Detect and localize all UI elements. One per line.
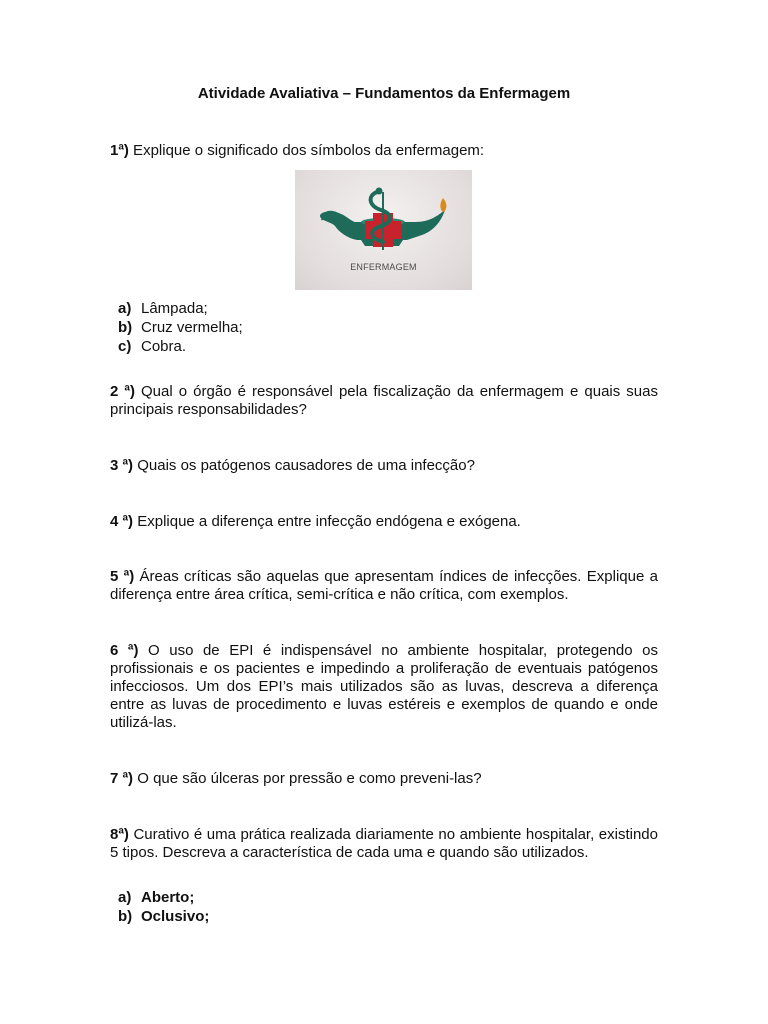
question-6-text: O uso de EPI é indispensável no ambiente hospitalar, protegendo os profissionais e os pacientes e impedindo a proliferação de eventuais patógenos infecciosos. Um dos EPI’s mais utilizados são as luvas, descreva a diferença entre as luvas de procedimento e luvas estéreis e exemplos de quando e onde utilizá-las. — [110, 642, 658, 731]
question-7 — [110, 770, 658, 788]
question-6-number: 6 ª) — [110, 642, 139, 659]
question-8 — [110, 826, 658, 862]
question-1-text: Explique o significado dos símbolos da enfermagem: — [128, 142, 485, 159]
question-1-number: 1ª) — [110, 142, 129, 159]
question-5-number: 5 ª) — [110, 568, 135, 585]
question-6 — [110, 642, 658, 732]
question-3 — [110, 457, 658, 475]
question-7-number: 7 ª) — [110, 770, 134, 787]
image-caption: ENFERMAGEM — [350, 262, 417, 272]
question-1 — [110, 142, 658, 160]
question-2-text: Qual o órgão é responsável pela fiscalização da enfermagem e quais suas principais responsabilidades? — [110, 383, 658, 418]
list-item: c) Cobra. — [118, 338, 187, 355]
question-7-text: O que são úlceras por pressão e como preveni-las? — [133, 770, 482, 787]
list-item: a) Lâmpada; — [118, 300, 208, 317]
nursing-symbol-image — [295, 170, 472, 290]
question-8-number: 8ª) — [110, 826, 129, 843]
question-4-text: Explique a diferença entre infecção endógena e exógena. — [133, 513, 521, 530]
question-4-number: 4 ª) — [110, 513, 134, 530]
document-title: Atividade Avaliativa – Fundamentos da Enfermagem — [197, 85, 571, 102]
question-8-options — [118, 889, 658, 927]
question-3-number: 3 ª) — [110, 457, 134, 474]
list-item: b) Cruz vermelha; — [118, 319, 243, 336]
question-2 — [110, 383, 658, 419]
question-4 — [110, 513, 658, 531]
question-5 — [110, 568, 658, 604]
question-3-text: Quais os patógenos causadores de uma infecção? — [133, 457, 475, 474]
question-5-text: Áreas críticas são aquelas que apresentam índices de infecções. Explique a diferença entre área crítica, semi-crítica e não crítica, com exemplos. — [110, 568, 658, 603]
question-8-text: Curativo é uma prática realizada diariamente no ambiente hospitalar, existindo 5 tipos. Descreva a característica de cada uma e quando são utilizados. — [110, 826, 658, 861]
question-1-options — [118, 300, 658, 357]
list-item: a) Aberto; — [118, 889, 195, 906]
list-item: b) Oclusivo; — [118, 908, 210, 925]
question-2-number: 2 ª) — [110, 383, 135, 400]
